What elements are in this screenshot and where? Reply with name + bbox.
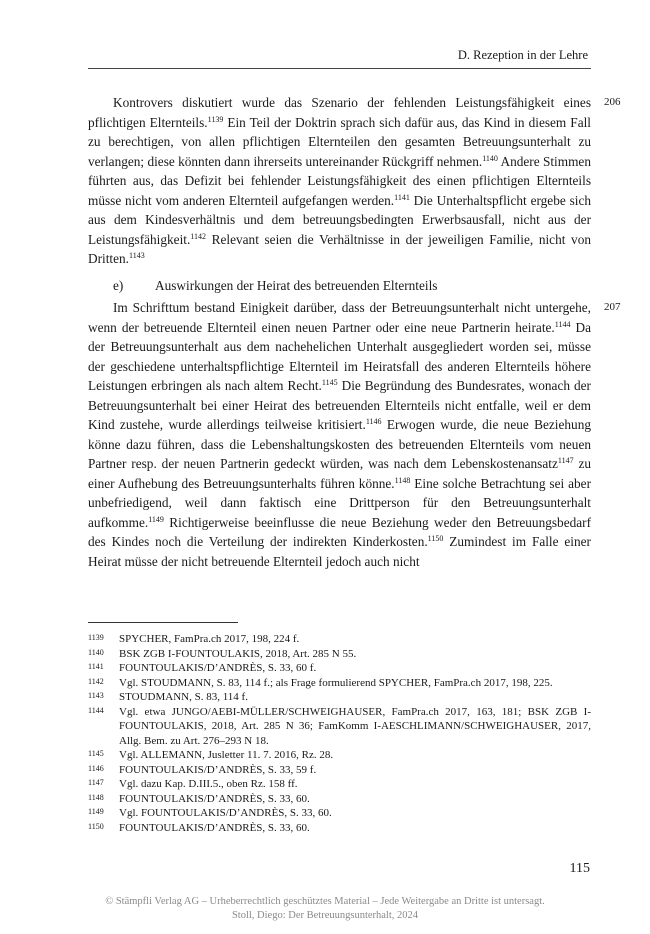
footnote-ref[interactable]: 1141 xyxy=(394,192,410,202)
footnote-ref[interactable]: 1147 xyxy=(557,456,574,465)
paragraph-207 xyxy=(88,298,621,571)
footnote xyxy=(88,806,591,821)
footnote-number: 1140 xyxy=(88,647,104,657)
sentence: Andere Stimmen führten aus, das Defizit bei fehlender Leistungsfähigkeit des einen pflichtigen Elternteils müsse nicht vom anderen Elternteil aufgefangen werden. xyxy=(88,153,591,208)
footnote-text: FOUNTOULAKIS/D’ANDRÈS, S. 33, 60. xyxy=(119,792,310,805)
sentence: Erwogen wurde, die neue Beziehung könne dazu führen, dass die Lebenshaltungskosten des betreuenden Elternteils vom neuen Partner resp. der neuen Partnerin gedeckt würden, was nach dem Lebenskostenansatz xyxy=(88,417,591,471)
footnote xyxy=(88,777,591,792)
footnote-number: 1141 xyxy=(88,662,104,671)
footnote-ref[interactable]: 1142 xyxy=(190,231,206,241)
footnote-number: 1148 xyxy=(88,792,104,802)
footnote-text: Vgl. ALLEMANN, Jusletter 11. 7. 2016, Rz. 28. xyxy=(119,749,334,761)
footnote-text: Vgl. dazu Kap. D.III.5., oben Rz. 158 ff. xyxy=(119,778,298,790)
footnote xyxy=(88,647,591,662)
footnote xyxy=(88,676,591,691)
footnote-ref[interactable]: 1139 xyxy=(207,114,224,124)
footnote-text: Vgl. etwa JUNGO/AEBI-MÜLLER/SCHWEIGHAUSER, FamPra.ch 2017, 163, 181; BSK ZGB I-FOUNTOULAKIS, 2018, Art. 285 N 36; FamKomm I-AESCHLIMANN/SCHWEIGHAUSER, 2017, Allg. Bem. zu Art. 276–293 N 18. xyxy=(119,705,591,747)
footnote-ref[interactable]: 1144 xyxy=(554,319,571,329)
sentence: Zumindest im Falle einer Heirat müsse der nicht betreuende Elternteil jedoch auch nicht xyxy=(88,534,591,569)
copyright-line: © Stämpfli Verlag AG – Urheberrechtlich geschütztes Material – Jede Weitergabe an Dritte ist untersagt. xyxy=(105,896,545,907)
footnote-text: FOUNTOULAKIS/D’ANDRÈS, S. 33, 59 f. xyxy=(119,763,317,776)
copyright-footer xyxy=(0,895,650,923)
subheading xyxy=(88,276,591,296)
sentence: Kontrovers diskutiert wurde das Szenario der fehlenden Leistungsfähigkeit eines pflichtigen Elternteils. xyxy=(88,95,591,130)
footnote-text: FOUNTOULAKIS/D’ANDRÈS, S. 33, 60 f. xyxy=(119,662,317,674)
footnote-number: 1146 xyxy=(88,763,104,773)
footnote-number: 1142 xyxy=(88,676,104,686)
footnote-ref[interactable]: 1149 xyxy=(148,514,164,524)
footnote-ref[interactable]: 1146 xyxy=(365,417,382,426)
footnote-text: FOUNTOULAKIS/D’ANDRÈS, S. 33, 60. xyxy=(119,821,310,834)
footnote-text: Vgl. FOUNTOULAKIS/D’ANDRÈS, S. 33, 60. xyxy=(119,807,332,819)
paragraph-206 xyxy=(88,93,621,269)
footnotes xyxy=(88,632,591,835)
footnote xyxy=(88,748,591,763)
footnote-ref[interactable]: 1150 xyxy=(427,534,444,543)
main-text xyxy=(88,93,621,571)
footnote-number: 1143 xyxy=(88,691,104,700)
footnote xyxy=(88,705,591,749)
subheading-label: e) xyxy=(113,277,124,293)
footnote-text: Vgl. STOUDMANN, S. 83, 114 f.; als Frage formulierend SPYCHER, FamPra.ch 2017, 198, 225. xyxy=(119,676,553,689)
footnote xyxy=(88,661,591,676)
page-number: 115 xyxy=(569,861,590,876)
sentence: zu einer Aufhebung des Betreuungsunterhalts führen könne. xyxy=(88,456,592,491)
footnote-ref[interactable]: 1148 xyxy=(394,475,411,485)
footnote-rule xyxy=(88,622,238,623)
footnote-number: 1145 xyxy=(88,749,104,758)
sentence: Richtigerweise beeinflusse die neue Beziehung weder den Betreuungsbedarf des Kindes noch die Verteilung der indirekten Kinderkosten. xyxy=(88,514,591,549)
footnote-ref[interactable]: 1145 xyxy=(321,378,338,387)
sentence: Relevant seien die Verhältnisse in der jeweiligen Familie, nicht von Dritten. xyxy=(88,231,591,266)
footnote-text: STOUDMANN, S. 83, 114 f. xyxy=(119,691,248,703)
sentence: Eine solche Betrachtung sei aber unbefriedigend, weil dann faktisch eine Drittperson für den Betreuungsunterhalt aufkomme. xyxy=(88,475,592,530)
sentence: Da der Betreuungsunterhalt aus dem nachehelichen Unterhalt ausgegliedert worden sei, müsse der geschiedene unterhaltspflichtige Elternteil im Heiratsfall des anderen Elternteils höhere Leistungen erbringen als nach altem Recht. xyxy=(88,319,591,393)
book-citation-line: Stoll, Diego: Der Betreuungsunterhalt, 2024 xyxy=(231,910,419,921)
running-header: D. Rezeption in der Lehre xyxy=(457,48,588,62)
footnote-number: 1147 xyxy=(88,778,104,787)
margin-number: 207 xyxy=(604,301,621,313)
margin-number: 206 xyxy=(604,96,621,108)
sentence: Die Unterhaltspflicht ergebe sich aus dem Kindesverhältnis und dem betreuungsbedingten Erwerbsausfall, nicht aus der Leistungsfähigkeit. xyxy=(88,192,591,247)
footnote xyxy=(88,821,591,836)
footnote xyxy=(88,763,591,778)
footnote xyxy=(88,690,591,705)
header-rule xyxy=(88,68,591,69)
footnote-number: 1139 xyxy=(88,633,104,642)
sentence: Im Schrifttum bestand Einigkeit darüber, dass der Betreuungsunterhalt nicht untergehe, wenn der betreuende Elternteil einen neuen Partner oder eine neue Partnerin heirate. xyxy=(88,300,591,335)
footnote xyxy=(88,632,591,647)
footnote xyxy=(88,792,591,807)
sentence: Die Begründung des Bundesrates, wonach der Betreuungsunterhalt bei einer Heirat des betreuenden Elternteils nicht entfalle, weil er dem Kind zustehe, wurde allerdings teilweise kritisiert. xyxy=(88,378,591,432)
footnote-number: 1149 xyxy=(88,807,104,816)
footnote-text: SPYCHER, FamPra.ch 2017, 198, 224 f. xyxy=(119,633,300,645)
subheading-title: Auswirkungen der Heirat des betreuenden Elternteils xyxy=(155,277,438,293)
footnote-text: BSK ZGB I-FOUNTOULAKIS, 2018, Art. 285 N 55. xyxy=(119,647,357,660)
sentence: Ein Teil der Doktrin sprach sich dafür aus, das Kind in diesem Fall zu berechtigen, von allen pflichtigen Elternteilen den gesamten Betreuungsunterhalt zu verlangen; diese könnten dann ihrerseits untereinander Rückgriff nehmen. xyxy=(88,114,591,169)
footnote-number: 1150 xyxy=(88,821,104,831)
footnote-ref[interactable]: 1143 xyxy=(129,251,145,260)
footnote-number: 1144 xyxy=(88,705,104,715)
footnote-ref[interactable]: 1140 xyxy=(482,153,498,163)
